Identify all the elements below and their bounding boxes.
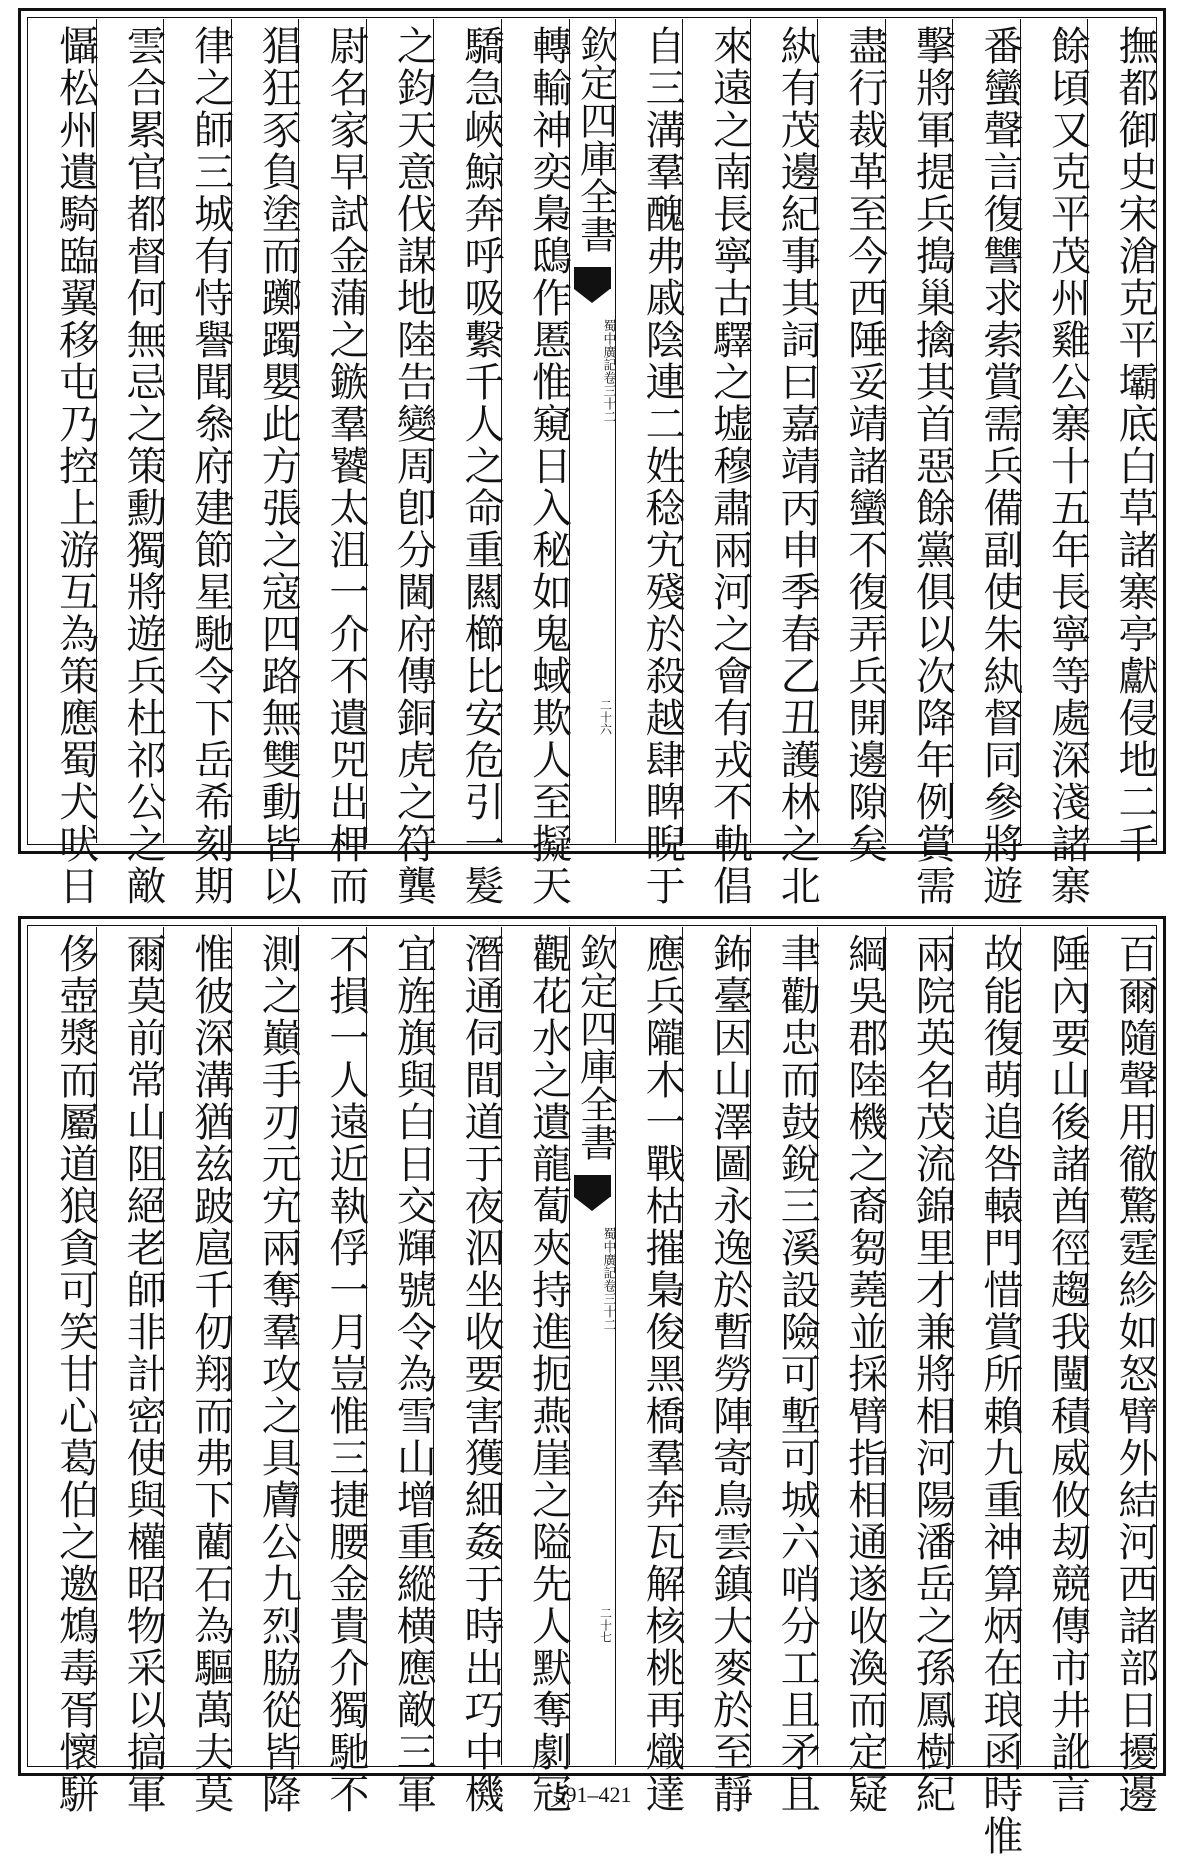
- column-text: 來遠之南長寧古驛之墟穆肅兩河之會有戎不軌倡: [706, 25, 753, 907]
- top-page-column: [501, 19, 572, 907]
- top-page-fold-center: [569, 19, 618, 843]
- column-text: 測之巔手刃元宄兩奪羣攻之具膚公九烈脇從皆降: [255, 933, 302, 1815]
- top-page-column: [1020, 19, 1091, 907]
- bottom-page-column: [750, 927, 821, 1815]
- column-text: 不損一人遠近執俘一月豈惟三捷腰金貴介獨馳不: [322, 933, 369, 1815]
- fold-fishtail-mark: [574, 1175, 611, 1197]
- bottom-page-column: [163, 927, 234, 1815]
- fold-page-number: 二十七: [598, 1607, 613, 1643]
- column-text: 百爾隨聲用徹驚霆紾如怒臂外結河西諸部日擾邊: [1112, 933, 1158, 1815]
- top-page-frame: [18, 8, 1166, 907]
- bottom-page-column: [96, 927, 167, 1815]
- fold-title: 欽定四庫全書: [573, 25, 618, 253]
- fold-fishtail-mark: [574, 267, 611, 289]
- column-text: 潛通伺間道于夜泅坐收要害獲細姦于時出巧中機: [457, 933, 504, 1815]
- bottom-page-column: [615, 927, 686, 1815]
- top-page-column: [1087, 19, 1158, 865]
- top-page-column: [96, 19, 167, 907]
- top-page-column: [163, 19, 234, 907]
- column-text: 番蠻聲言復讐求索賞需兵備副使朱紈督同參將遊: [976, 25, 1023, 907]
- top-page-column: [366, 19, 437, 907]
- page-footer-number: 591–421: [554, 1782, 632, 1807]
- column-text: 紈有茂邊紀事其詞曰嘉靖丙申季春乙丑護林之北: [774, 25, 821, 907]
- column-text: 尉名家早試金蒲之鏃羣饕太沮一介不遺兕出柙而: [322, 25, 369, 907]
- column-text: 之鈞天意伐謀地陸告變周卽分閫府傳銅虎之符龔: [390, 25, 437, 907]
- column-text: 撫都御史宋滄克平壩底白草諸寨亭獻侵地二千: [1112, 25, 1158, 865]
- fold-title: 欽定四庫全書: [573, 933, 618, 1161]
- fold-page-number: 二十六: [598, 699, 613, 735]
- bottom-page-column: [682, 927, 753, 1815]
- column-text: 惟彼深溝猶兹跛扈千仞翔而弗下藺石為驅萬夫莫: [187, 933, 234, 1815]
- top-page-column: [298, 19, 369, 907]
- bottom-page-column: [885, 927, 956, 1815]
- column-text: 爾莫前常山阻絕老師非計密使與權昭物采以搞軍: [120, 933, 167, 1815]
- top-page-column: [231, 19, 302, 907]
- column-text: 宜旌旗與白日交輝號令為雪山增重縱横應敵三軍: [390, 933, 437, 1815]
- column-text: 懾松州遺騎臨翼移屯乃控上游互為策應蜀犬吠日: [52, 25, 99, 907]
- fold-book-name: 蜀中廣記: [600, 319, 616, 371]
- column-text: 綱吳郡陸機之裔芻蕘並採臂指相通遂收渙而定疑: [841, 933, 888, 1815]
- column-text: 侈壺漿而屬道狼貪可笑甘心葛伯之邀鴆毒胥懷駢: [52, 933, 99, 1815]
- top-page-column: [29, 19, 99, 907]
- top-page-column: [885, 19, 956, 907]
- bottom-page-column: [817, 927, 888, 1815]
- column-text: 轉輸神奕梟鴟作慝惟窺日入秘如鬼蜮欺人至擬天: [525, 25, 572, 907]
- bottom-page-column: [952, 927, 1023, 1857]
- bottom-page-column: [1020, 927, 1091, 1815]
- bottom-page-column: [433, 927, 504, 1815]
- column-text: 擊將軍提兵搗巢擒其首惡餘黨俱以次降年例賞需: [909, 25, 956, 907]
- column-text: 應兵隴木一戰枯摧梟俊黑橋羣奔瓦解核桃再熾達: [639, 933, 686, 1815]
- fold-volume: 卷三十二: [600, 1279, 616, 1331]
- bottom-page-column: [501, 927, 572, 1815]
- bottom-page-column: [1087, 927, 1158, 1815]
- column-text: 雲合累官都督何無忌之策勳獨將遊兵杜祁公之敵: [120, 25, 167, 907]
- column-text: 觀花水之遺龍蔔夾持進扼燕崖之隘先人默奪劇冦: [525, 933, 572, 1815]
- bottom-page-fold-center: [569, 927, 618, 1765]
- column-text: 驕急峽鯨奔呼吸繫千人之命重闗櫛比安危引一髮: [457, 25, 504, 907]
- top-page-column: [615, 19, 686, 907]
- top-page-column: [682, 19, 753, 907]
- column-text: 律之師三城有恃譽聞叅府建節星馳令下岳希刻期: [187, 25, 234, 907]
- column-text: 陲內要山後諸酋徑趨我闉積威攸刼競傳市井訛言: [1044, 933, 1091, 1815]
- column-text: 故能復萌追咎轅門惜賞所賴九重神算炳在琅函時惟: [976, 933, 1023, 1857]
- column-text: 餘頃又克平茂州雞公寨十五年長寧等處深淺諸寨: [1044, 25, 1091, 907]
- fold-book-info: [570, 319, 615, 423]
- top-page-columns: [29, 19, 1158, 907]
- bottom-page-column: [29, 927, 99, 1815]
- column-text: 鈽臺因山澤圖永逸於暫勞陣寄鳥雲鎮大麥於至靜: [706, 933, 753, 1815]
- fold-book-info: [570, 1227, 615, 1331]
- column-text: 自三溝羣醜弗戚陰連二姓稔宄殘於殺越肆睥睨于: [639, 25, 686, 907]
- top-page-column: [433, 19, 504, 907]
- column-text: 盡行裁革至今西陲妥靖諸蠻不復弄兵開邊隙矣: [841, 25, 888, 865]
- column-text: 猖狂豕負塗而躑躅嬰此方張之寇四路無雙動皆以: [255, 25, 302, 907]
- fold-book-name: 蜀中廣記: [600, 1227, 616, 1279]
- column-text: 聿勸忠而鼓銳三溪設險可塹可城六哨分工且矛且: [774, 933, 821, 1815]
- fold-volume: 卷三十二: [600, 371, 616, 423]
- top-page-column: [952, 19, 1023, 907]
- column-text: 兩院英名茂流錦里才兼將相河陽潘岳之孫鳳樹紀: [909, 933, 956, 1815]
- top-page-column: [750, 19, 821, 907]
- bottom-page-column: [366, 927, 437, 1815]
- top-page-column: [817, 19, 888, 865]
- bottom-page-column: [231, 927, 302, 1815]
- bottom-page-column: [298, 927, 369, 1815]
